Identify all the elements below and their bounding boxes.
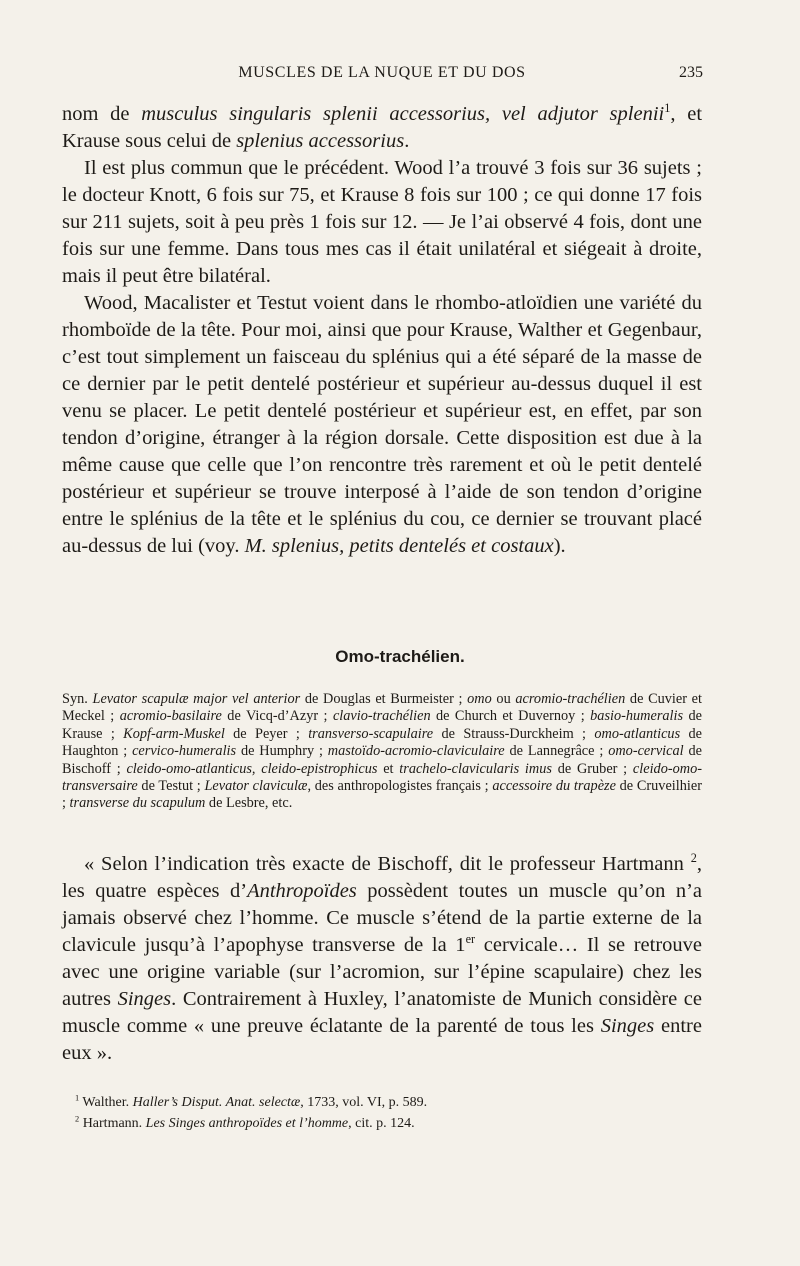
page-header bbox=[62, 64, 702, 86]
paragraph-rhombo-atloidien: Wood, Macalister et Testut voient dans le rhombo-atloïdien une variété du rhomboïde de la tête. Pour moi, ainsi que pour Krause, Walther et Gegenbaur, c’est tout simplement un faisceau du splénius qui a été séparé de la masse de ce dernier par le petit dentelé postérieur et supérieur au-dessus duquel il est venu se placer. Le petit dentelé postérieur et supérieur est, en effet, par son tendon d’origine, étranger à la région dorsale. Cette disposition est due à la même cause que celle que l’on rencontre très rarement et où le petit dentelé postérieur et supérieur se trouve interposé à l’aide de son tendon d’origine entre le splénius de la tête et le splénius du cou, ce dernier se trouvant placé au-dessus de lui (voy. M. splenius, petits dentelés et costaux). bbox=[62, 292, 702, 557]
body-text-top bbox=[62, 101, 702, 560]
footnotes bbox=[75, 1092, 695, 1134]
page-number: 235 bbox=[679, 64, 703, 81]
running-title: MUSCLES DE LA NUQUE ET DU DOS bbox=[238, 64, 526, 81]
paragraph-frequency: Il est plus commun que le précédent. Wood l’a trouvé 3 fois sur 36 sujets ; le docteur Knott, 6 fois sur 75, et Krause 8 fois sur 100 ; ce qui donne 17 fois sur 211 sujets, soit à peu près 1 fois sur 12. — Je l’ai observé 4 fois, dont une fois sur une femme. Dans tous mes cas il était unilatéral et siégeait à droite, mais il peut être bilatéral. bbox=[62, 157, 702, 287]
synonyms-block: Syn. Levator scapulæ major vel anterior de Douglas et Burmeister ; omo ou acromio-trachélien de Cuvier et Meckel ; acromio-basilaire de Vicq-d’Azyr ; clavio-trachélien de Church et Duvernoy ; basio-humeralis de Krause ; Kopf-arm-Muskel de Peyer ; transverso-scapulaire de Strauss-Durckheim ; omo-atlanticus de Haughton ; cervico-humeralis de Humphry ; mastoïdo-acromio-claviculaire de Lannegrâce ; omo-cervical de Bischoff ; cleido-omo-atlanticus, cleido-epistrophicus et trachelo-clavicularis imus de Gruber ; cleido-omo-transversaire de Testut ; Levator claviculæ, des anthropologistes français ; accessoire du trapèze de Cruveilhier ; transverse du scapulum de Lesbre, etc. bbox=[62, 691, 702, 812]
footnote-ref-2: 2 bbox=[690, 851, 697, 866]
body-text-quote bbox=[62, 851, 702, 1067]
section-heading: Omo-trachélien. bbox=[335, 647, 465, 666]
footnote-1: $^1$ Walther. Haller’s Disput. Anat. selectæ, 1733, vol. VI, p. 589. bbox=[75, 1093, 428, 1110]
paragraph-hartmann-quote: « Selon l’indication très exacte de Bischoff, dit le professeur Hartmann $^2$, les quatre espèces d’Anthropoïdes possèdent toutes un muscle qu’on n’a jamais observé chez l’homme. Ce muscle s’étend de la partie externe de la clavicule jusqu’à l’apophyse transverse de la 1er cervicale… Il se retrouve avec une origine variable (sur l’acromion, sur l’épine scapulaire) chez les autres Singes. Contrairement à Huxley, l’anatomiste de Munich considère ce muscle comme « une preuve éclatante de la parenté de tous les Singes entre eux ». bbox=[62, 851, 703, 1064]
footnote-2: $^2$ Hartmann. Les Singes anthropoïdes et l’homme, cit. p. 124. bbox=[75, 1114, 415, 1131]
paragraph-continuation: nom de musculus singularis splenii accessorius, vel adjutor splenii$^1$, et Krause sous celui de splenius accessorius. bbox=[62, 101, 703, 152]
footnote-ref-1: 1 bbox=[664, 101, 671, 116]
